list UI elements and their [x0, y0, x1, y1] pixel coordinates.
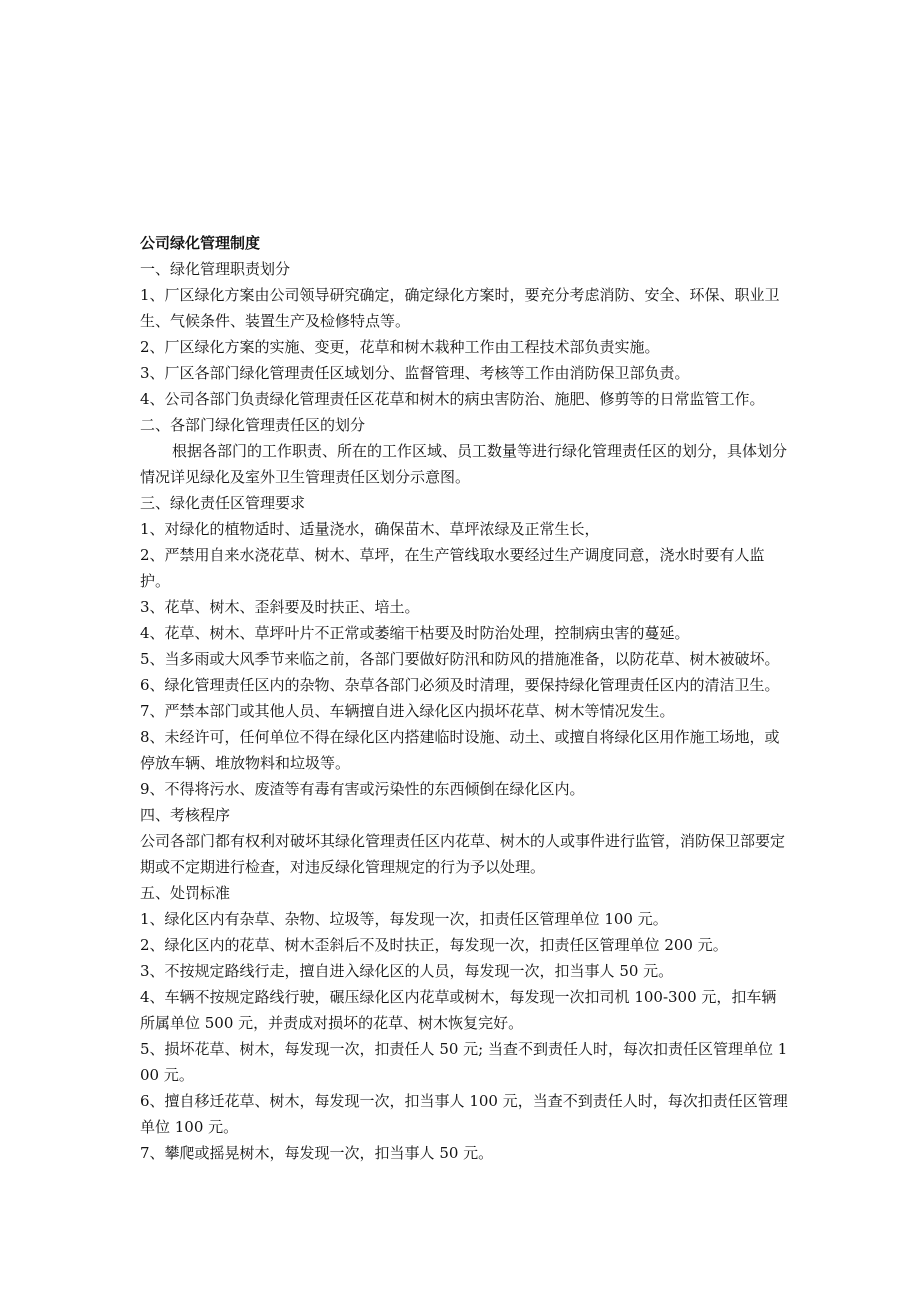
paragraph: 根据各部门的工作职责、所在的工作区域、员工数量等进行绿化管理责任区的划分，具体划分情况详见绿化及室外卫生管理责任区划分示意图。: [140, 442, 788, 486]
document-page: [140, 230, 790, 1166]
paragraph: 7、攀爬或摇晃树木，每发现一次，扣当事人 50 元。: [140, 1144, 494, 1162]
paragraph: 7、严禁本部门或其他人员、车辆擅自进入绿化区内损坏花草、树木等情况发生。: [140, 702, 675, 720]
paragraph: 3、花草、树木、歪斜要及时扶正、培土。: [140, 598, 420, 616]
paragraph: 2、厂区绿化方案的实施、变更，花草和树木栽种工作由工程技术部负责实施。: [140, 338, 660, 356]
paragraph: 1、对绿化的植物适时、适量浇水，确保苗木、草坪浓绿及正常生长，: [140, 520, 600, 538]
paragraph: 4、公司各部门负责绿化管理责任区花草和树木的病虫害防治、施肥、修剪等的日常监管工作。: [140, 390, 765, 408]
paragraph: 2、严禁用自来水浇花草、树木、草坪，在生产管线取水要经过生产调度同意，浇水时要有人监护。: [140, 546, 765, 590]
paragraph: 1、绿化区内有杂草、杂物、垃圾等，每发现一次，扣责任区管理单位 100 元。: [140, 910, 668, 928]
paragraph: 6、擅自移迁花草、树木，每发现一次，扣当事人 100 元，当查不到责任人时，每次扣责任区管理单位 100 元。: [140, 1092, 788, 1136]
paragraph: 1、厂区绿化方案由公司领导研究确定，确定绿化方案时，要充分考虑消防、安全、环保、职业卫生、气候条件、装置生产及检修特点等。: [140, 286, 780, 330]
paragraph: 5、损坏花草、树木，每发现一次，扣责任人 50 元; 当查不到责任人时，每次扣责任区管理单位 100 元。: [140, 1040, 788, 1084]
section-heading-2: 二、各部门绿化管理责任区的划分: [140, 416, 366, 434]
section-heading-3: 三、绿化责任区管理要求: [140, 494, 306, 512]
paragraph: 4、车辆不按规定路线行驶，碾压绿化区内花草或树木，每发现一次扣司机 100-300 元，扣车辆所属单位 500 元，并责成对损坏的花草、树木恢复完好。: [140, 988, 777, 1032]
paragraph: 4、花草、树木、草坪叶片不正常或萎缩干枯要及时防治处理，控制病虫害的蔓延。: [140, 624, 690, 642]
paragraph: 9、不得将污水、废渣等有毒有害或污染性的东西倾倒在绿化区内。: [140, 780, 585, 798]
paragraph: 3、厂区各部门绿化管理责任区域划分、监督管理、考核等工作由消防保卫部负责。: [140, 364, 690, 382]
paragraph: 8、未经许可，任何单位不得在绿化区内搭建临时设施、动土、或擅自将绿化区用作施工场地，或停放车辆、堆放物料和垃圾等。: [140, 728, 780, 772]
section-heading-4: 四、考核程序: [140, 806, 231, 824]
section-heading-5: 五、处罚标准: [140, 884, 231, 902]
paragraph: 6、绿化管理责任区内的杂物、杂草各部门必须及时清理，要保持绿化管理责任区内的清洁卫生。: [140, 676, 780, 694]
section-heading-1: 一、绿化管理职责划分: [140, 260, 291, 278]
paragraph: 5、当多雨或大风季节来临之前，各部门要做好防汛和防风的措施准备，以防花草、树木被破坏。: [140, 650, 780, 668]
paragraph: 公司各部门都有权利对破坏其绿化管理责任区内花草、树木的人或事件进行监管，消防保卫部要定期或不定期进行检查，对违反绿化管理规定的行为予以处理。: [140, 832, 786, 876]
paragraph: 2、绿化区内的花草、树木歪斜后不及时扶正，每发现一次，扣责任区管理单位 200 元。: [140, 936, 728, 954]
paragraph: 3、不按规定路线行走，擅自进入绿化区的人员，每发现一次，扣当事人 50 元。: [140, 962, 674, 980]
document-title: 公司绿化管理制度: [140, 234, 261, 252]
